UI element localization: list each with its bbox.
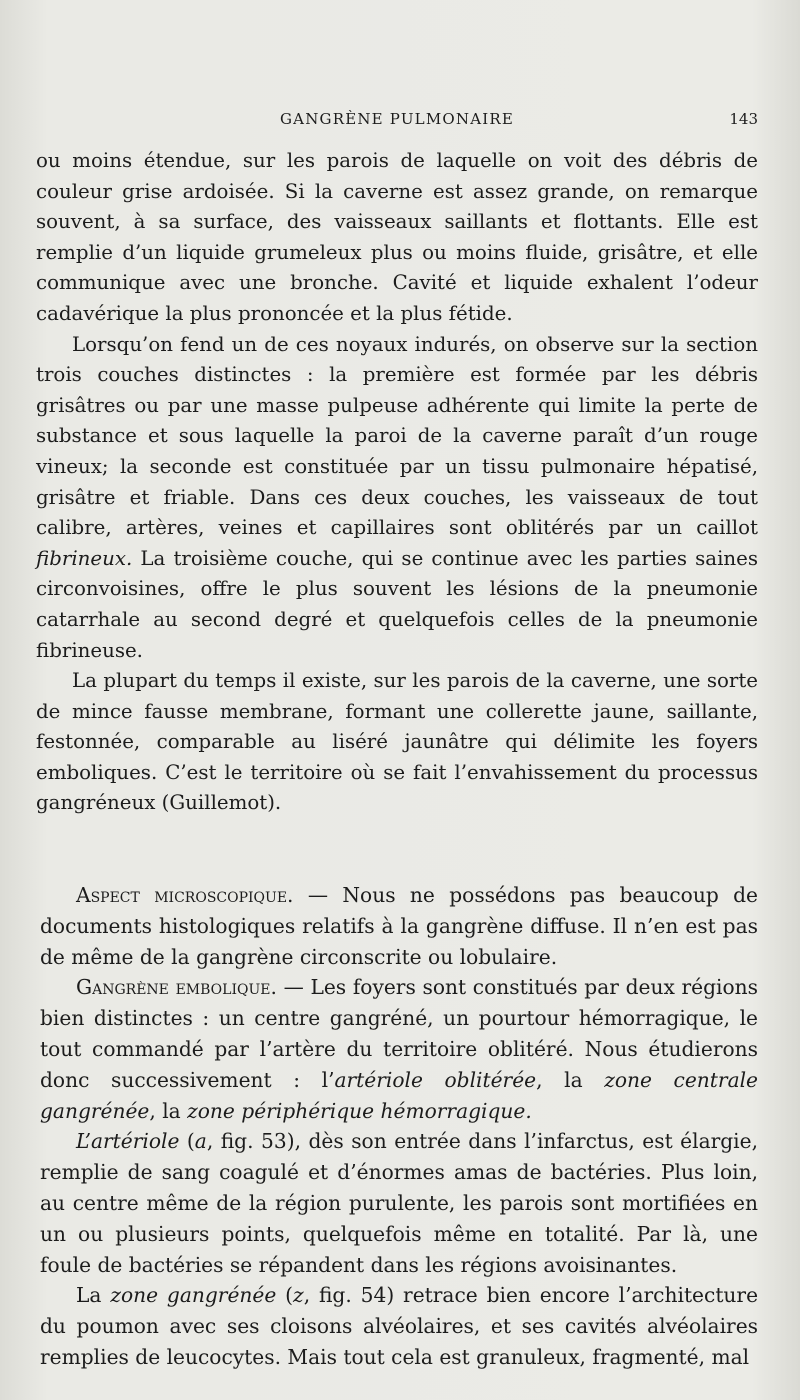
paragraph-text: , la xyxy=(536,1067,605,1092)
paragraph-text: ( xyxy=(179,1129,195,1154)
paragraph-false-membrane xyxy=(36,666,758,819)
paragraph-text: La troisième couche, qui se continue avec les parties saines circonvoisines, offre le plus souvent les lésions de la pneumonie catarrhale au second degré et quelquefois celles de la pneumonie fibrineuse. xyxy=(36,546,758,662)
italic-term: zone périphérique hémorragique. xyxy=(187,1098,532,1123)
paragraph-embolic-gangrene xyxy=(40,972,758,1126)
paragraph-text: ( xyxy=(276,1283,294,1308)
italic-term: zone gangrénée xyxy=(110,1283,277,1308)
page-number: 143 xyxy=(729,110,758,128)
italic-term: artériole oblitérée xyxy=(334,1067,537,1092)
paragraph-text: La xyxy=(76,1283,111,1308)
paragraph-microscopic-aspect xyxy=(40,880,758,972)
paragraph-text: ou moins étendue, sur les parois de laquelle on voit des débris de couleur grise ardoisée. Si la caverne est assez grande, on remarque souvent, à sa surface, des vaisseaux saillants et flottants. Elle est remplie d’un liquide grumeleux plus ou moins fluide, grisâtre, et elle communique avec une bronche. Cavité et liquide exhalent l’odeur cadavérique la plus prononcée et la plus fétide. xyxy=(36,149,758,325)
paragraph-text: Lorsqu’on fend un de ces noyaux indurés, on observe sur la section trois couches distinctes : la première est formée par les débris grisâtres ou par une masse pulpeuse adhérente qui limite la perte de substance et sous laquelle la paroi de la caverne paraît d’un rouge vineux; la seconde est constituée par un tissu pulmonaire hépatisé, grisâtre et friable. Dans ces deux couches, les vaisseaux de tout calibre, artères, veines et capillaires sont oblitérés par un caillot xyxy=(36,332,758,540)
section-heading: Aspect microscopique. xyxy=(76,883,294,907)
italic-term: z xyxy=(293,1283,304,1308)
section-gross-anatomy xyxy=(36,146,758,819)
italic-term: a xyxy=(194,1129,207,1154)
italic-term: fibrineux. xyxy=(36,546,133,570)
paragraph-text: — Nous ne possédons pas beaucoup de documents histologiques relatifs à la gangrène diffuse. Il n’en est pas de même de la gangrène circonscrite ou lobulaire. xyxy=(40,883,758,969)
running-title: GANGRÈNE PULMONAIRE xyxy=(279,110,515,128)
italic-term: L’artériole xyxy=(76,1129,180,1154)
paragraph-text: , fig. 54) retrace bien encore l’architecture du poumon avec ses cloisons alvéolaires, et ses cavités alvéolaires remplies de leucocytes. Mais tout cela est granuleux, fragmenté, mal xyxy=(40,1283,759,1369)
paragraph-text: — Les foyers sont constitués par deux régions bien distinctes : un centre gangréné, un pourtour hémorragique, le tout commandé par l’artère du territoire oblitéré. Nous étudierons donc successivement : l’ xyxy=(40,975,758,1092)
paragraph-text: , fig. 53), dès son entrée dans l’infarctus, est élargie, remplie de sang coagulé et d’énormes amas de bactéries. Plus loin, au centre même de la région purulente, les parois sont mortifiées en un ou plusieurs points, quelquefois même en totalité. Par là, une foule de bactéries se répandent dans les régions avoisinantes. xyxy=(40,1129,758,1277)
paragraph-three-layers xyxy=(36,330,758,667)
section-heading: Gangrène embolique. xyxy=(76,975,277,1000)
paragraph-gangrenous-zone xyxy=(40,1280,758,1372)
paragraph-text: , la xyxy=(149,1098,188,1123)
section-microscopic-aspect xyxy=(40,880,758,1373)
page-header xyxy=(36,110,758,132)
paragraph-cavity-description xyxy=(36,146,758,330)
paragraph-arteriole xyxy=(40,1126,758,1280)
paragraph-text: La plupart du temps il existe, sur les parois de la caverne, une sorte de mince fausse membrane, formant une collerette jaune, saillante, festonnée, comparable au liséré jaunâtre qui délimite les foyers emboliques. C’est le territoire où se fait l’envahissement du processus gangréneux (Guillemot). xyxy=(36,669,758,815)
italic-term: zone centrale gangrénée xyxy=(40,1067,759,1123)
